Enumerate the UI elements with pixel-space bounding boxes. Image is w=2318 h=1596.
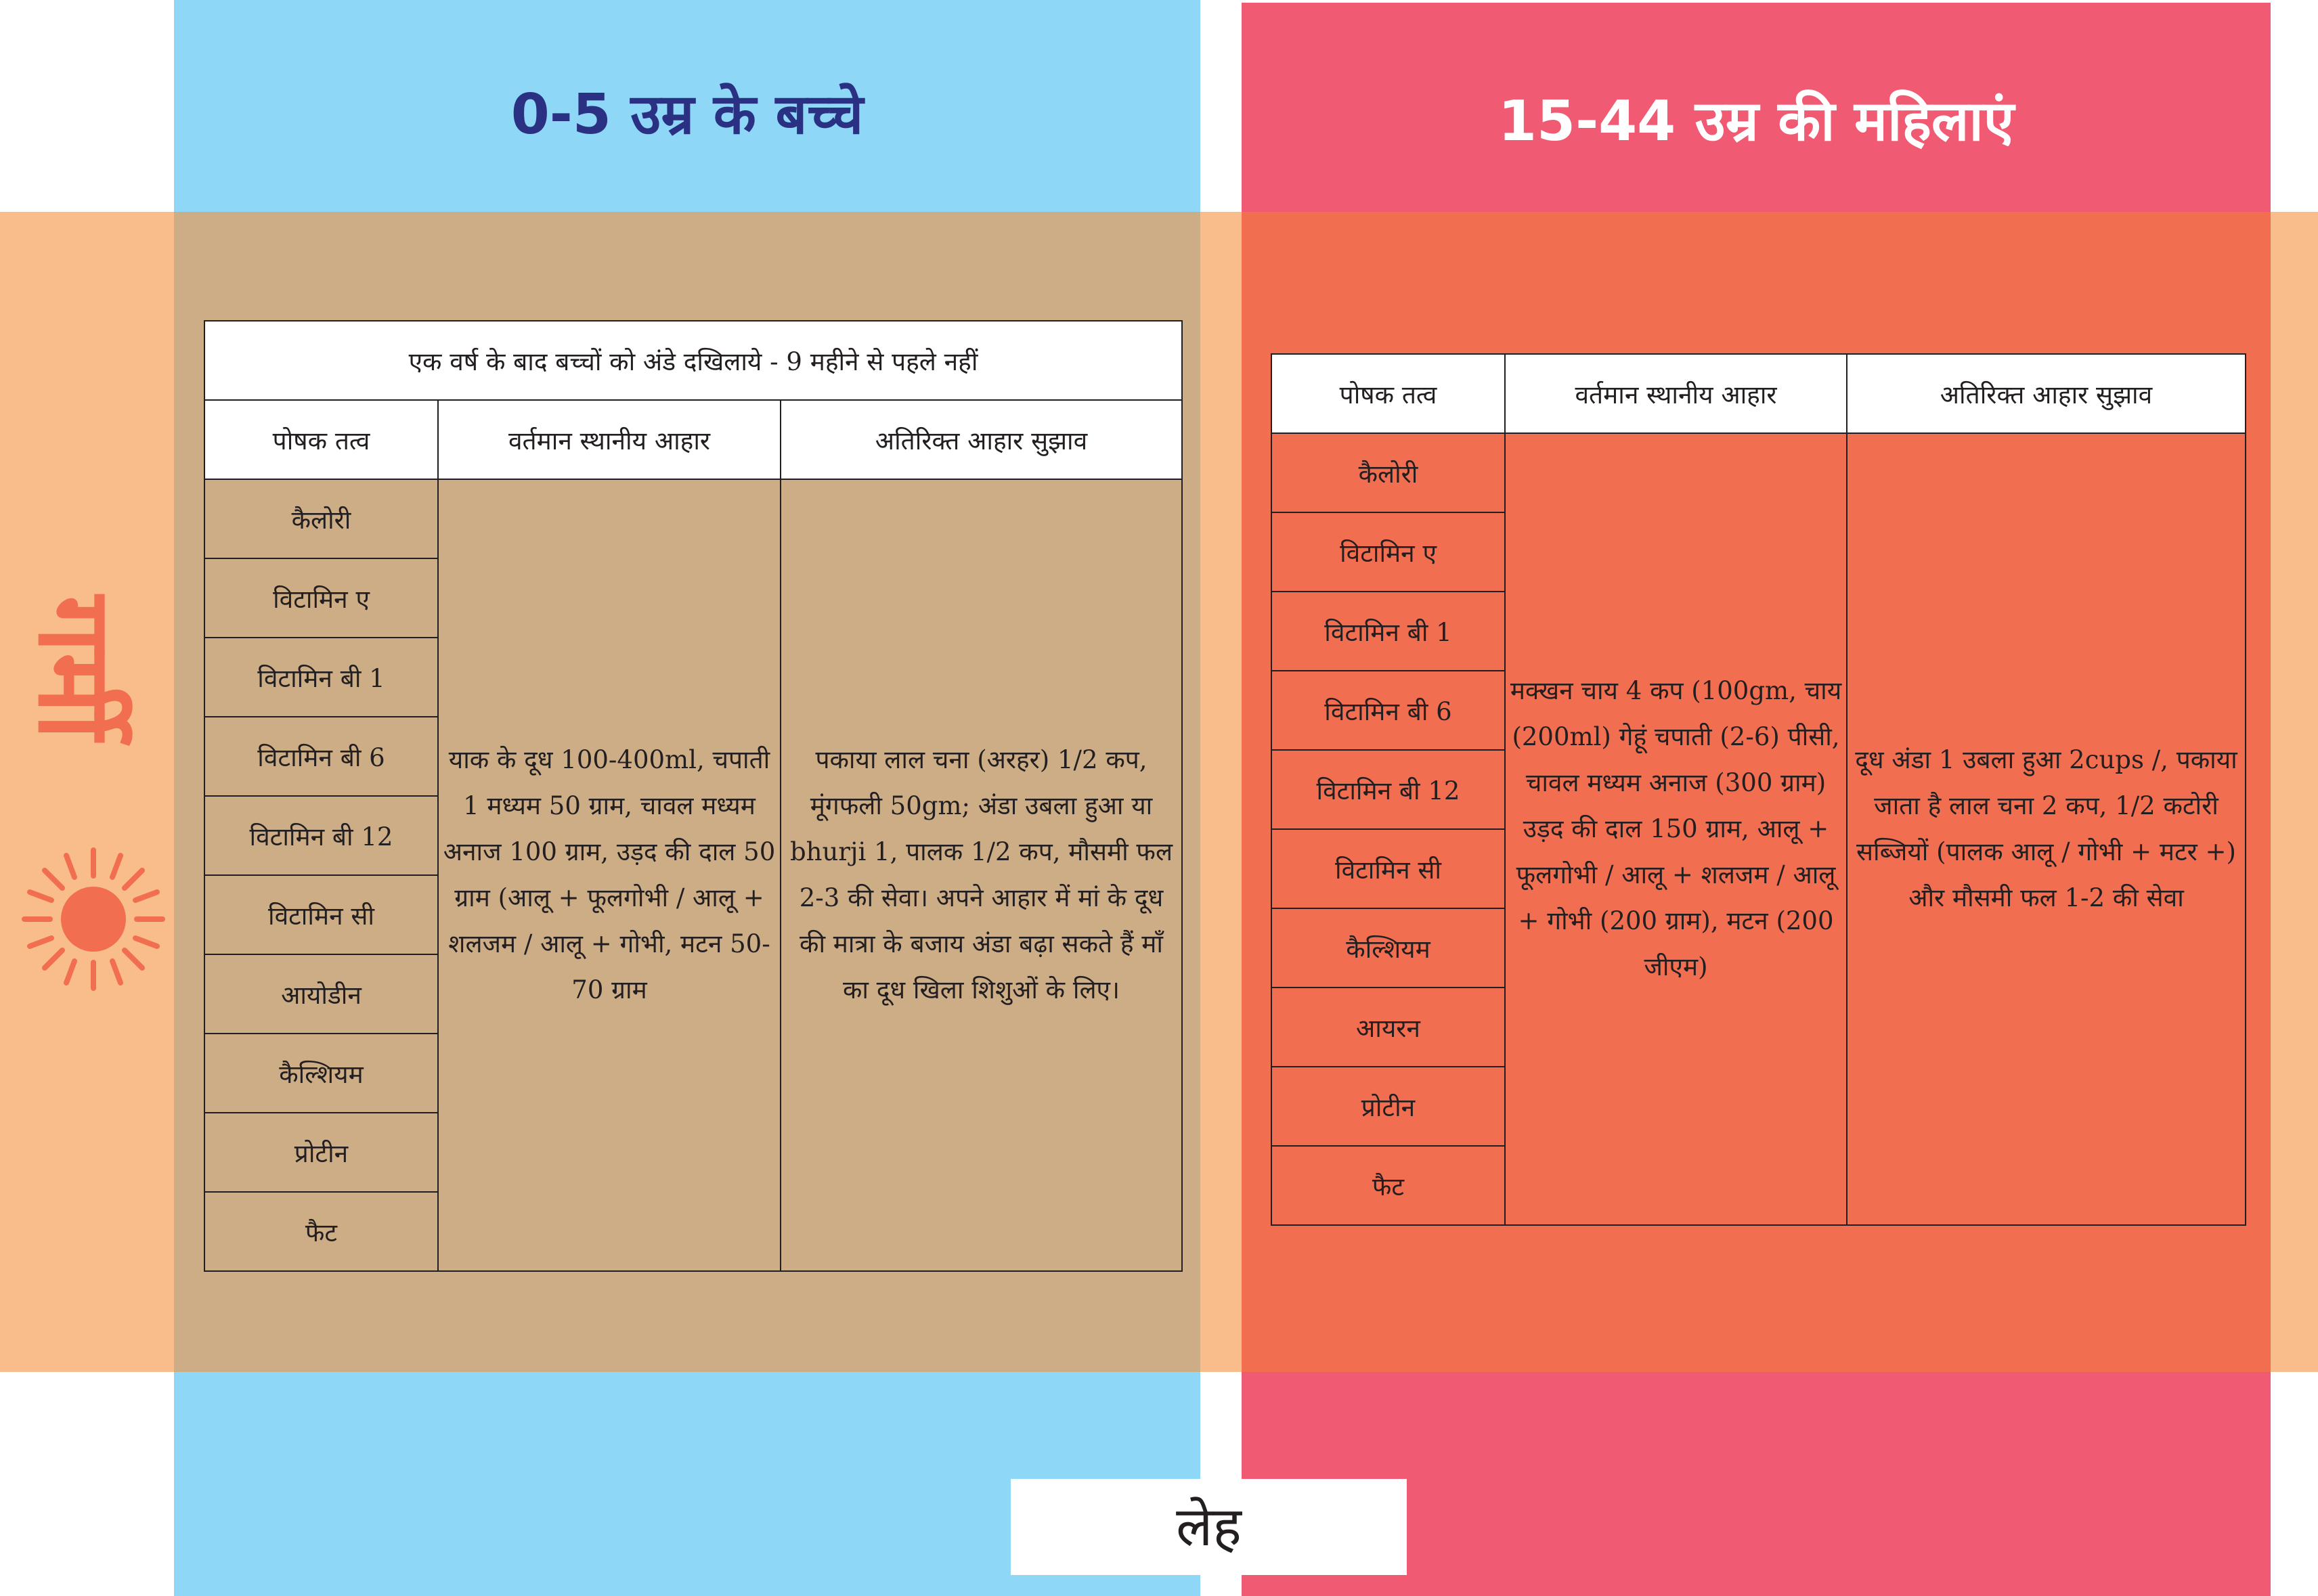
nutrient-cell: कैल्शियम bbox=[1271, 908, 1505, 988]
nutrient-cell: कैलोरी bbox=[1271, 433, 1505, 512]
children-heading: 0-5 उम्र के बच्चे bbox=[510, 83, 864, 147]
nutrient-cell: विटामिन बी 1 bbox=[1271, 592, 1505, 671]
nutrient-cell: विटामिन बी 1 bbox=[204, 638, 438, 717]
women-heading: 15-44 उम्र की महिलाएं bbox=[1497, 89, 2015, 154]
column-header-current-diet: वर्तमान स्थानीय आहार bbox=[438, 400, 781, 479]
children-nutrition-table bbox=[204, 320, 1183, 1272]
nutrient-cell: प्रोटीन bbox=[1271, 1067, 1505, 1146]
nutrient-cell: विटामिन बी 6 bbox=[1271, 671, 1505, 750]
nutrient-cell: कैल्शियम bbox=[204, 1034, 438, 1113]
women-nutrition-table bbox=[1271, 353, 2246, 1226]
children-table-note: एक वर्ष के बाद बच्चों को अंडे दखिलाये - 9 महीने से पहले नहीं bbox=[204, 321, 1182, 400]
children-suggested-diet-cell: पकाया लाल चना (अरहर) 1/2 कप, मूंगफली 50gm; अंडा उबला हुआ या bhurji 1, पालक 1/2 कप, मौसमी फल 2-3 की सेवा। अपने आहार में मां के दूध की मात्रा के बजाय अंडा बढ़ा सकते हैं माँ का दूध खिला शिशुओं के लिए। bbox=[781, 479, 1182, 1271]
nutrient-cell: विटामिन बी 12 bbox=[1271, 750, 1505, 829]
women-current-diet-cell: मक्खन चाय 4 कप (100gm, चाय (200ml) गेहूं चपाती (2-6) पीसी, चावल मध्यम अनाज (300 ग्राम) उड़द की दाल 150 ग्राम, आलू + फूलगोभी / आलू + शलजम / आलू + गोभी (200 ग्राम), मटन (200 जीएम) bbox=[1505, 433, 1847, 1225]
nutrient-cell: कैलोरी bbox=[204, 479, 438, 558]
column-header-current-diet: वर्तमान स्थानीय आहार bbox=[1505, 354, 1847, 433]
children-current-diet-cell: याक के दूध 100-400ml, चपाती 1 मध्यम 50 ग्राम, चावल मध्यम अनाज 100 ग्राम, उड़द की दाल 50 ग्राम (आलू + फूलगोभी / आलू + शलजम / आलू + गोभी, मटन 50-70 ग्राम bbox=[438, 479, 781, 1271]
column-header-suggested-diet: अतिरिक्त आहार सुझाव bbox=[781, 400, 1182, 479]
nutrient-cell: आयोडीन bbox=[204, 954, 438, 1034]
nutrient-cell: आयरन bbox=[1271, 988, 1505, 1067]
column-header-nutrient: पोषक तत्व bbox=[204, 400, 438, 479]
women-suggested-diet-cell: दूध अंडा 1 उबला हुआ 2cups /, पकाया जाता है लाल चना 2 कप, 1/2 कटोरी सब्जियों (पालक आलू / गोभी + मटर +) और मौसमी फल 1-2 की सेवा bbox=[1847, 433, 2246, 1225]
season-label: गर्मी bbox=[16, 596, 133, 740]
nutrient-cell: फैट bbox=[1271, 1146, 1505, 1225]
nutrient-cell: फैट bbox=[204, 1192, 438, 1271]
nutrient-cell: विटामिन बी 12 bbox=[204, 796, 438, 875]
nutrient-cell: विटामिन ए bbox=[204, 558, 438, 638]
column-header-nutrient: पोषक तत्व bbox=[1271, 354, 1505, 433]
place-label: लेह bbox=[1011, 1479, 1407, 1575]
column-header-suggested-diet: अतिरिक्त आहार सुझाव bbox=[1847, 354, 2246, 433]
nutrient-cell: विटामिन सी bbox=[1271, 829, 1505, 908]
nutrient-cell: विटामिन सी bbox=[204, 875, 438, 954]
nutrient-cell: प्रोटीन bbox=[204, 1113, 438, 1192]
nutrient-cell: विटामिन बी 6 bbox=[204, 717, 438, 796]
sun-icon bbox=[20, 846, 167, 992]
nutrient-cell: विटामिन ए bbox=[1271, 512, 1505, 592]
